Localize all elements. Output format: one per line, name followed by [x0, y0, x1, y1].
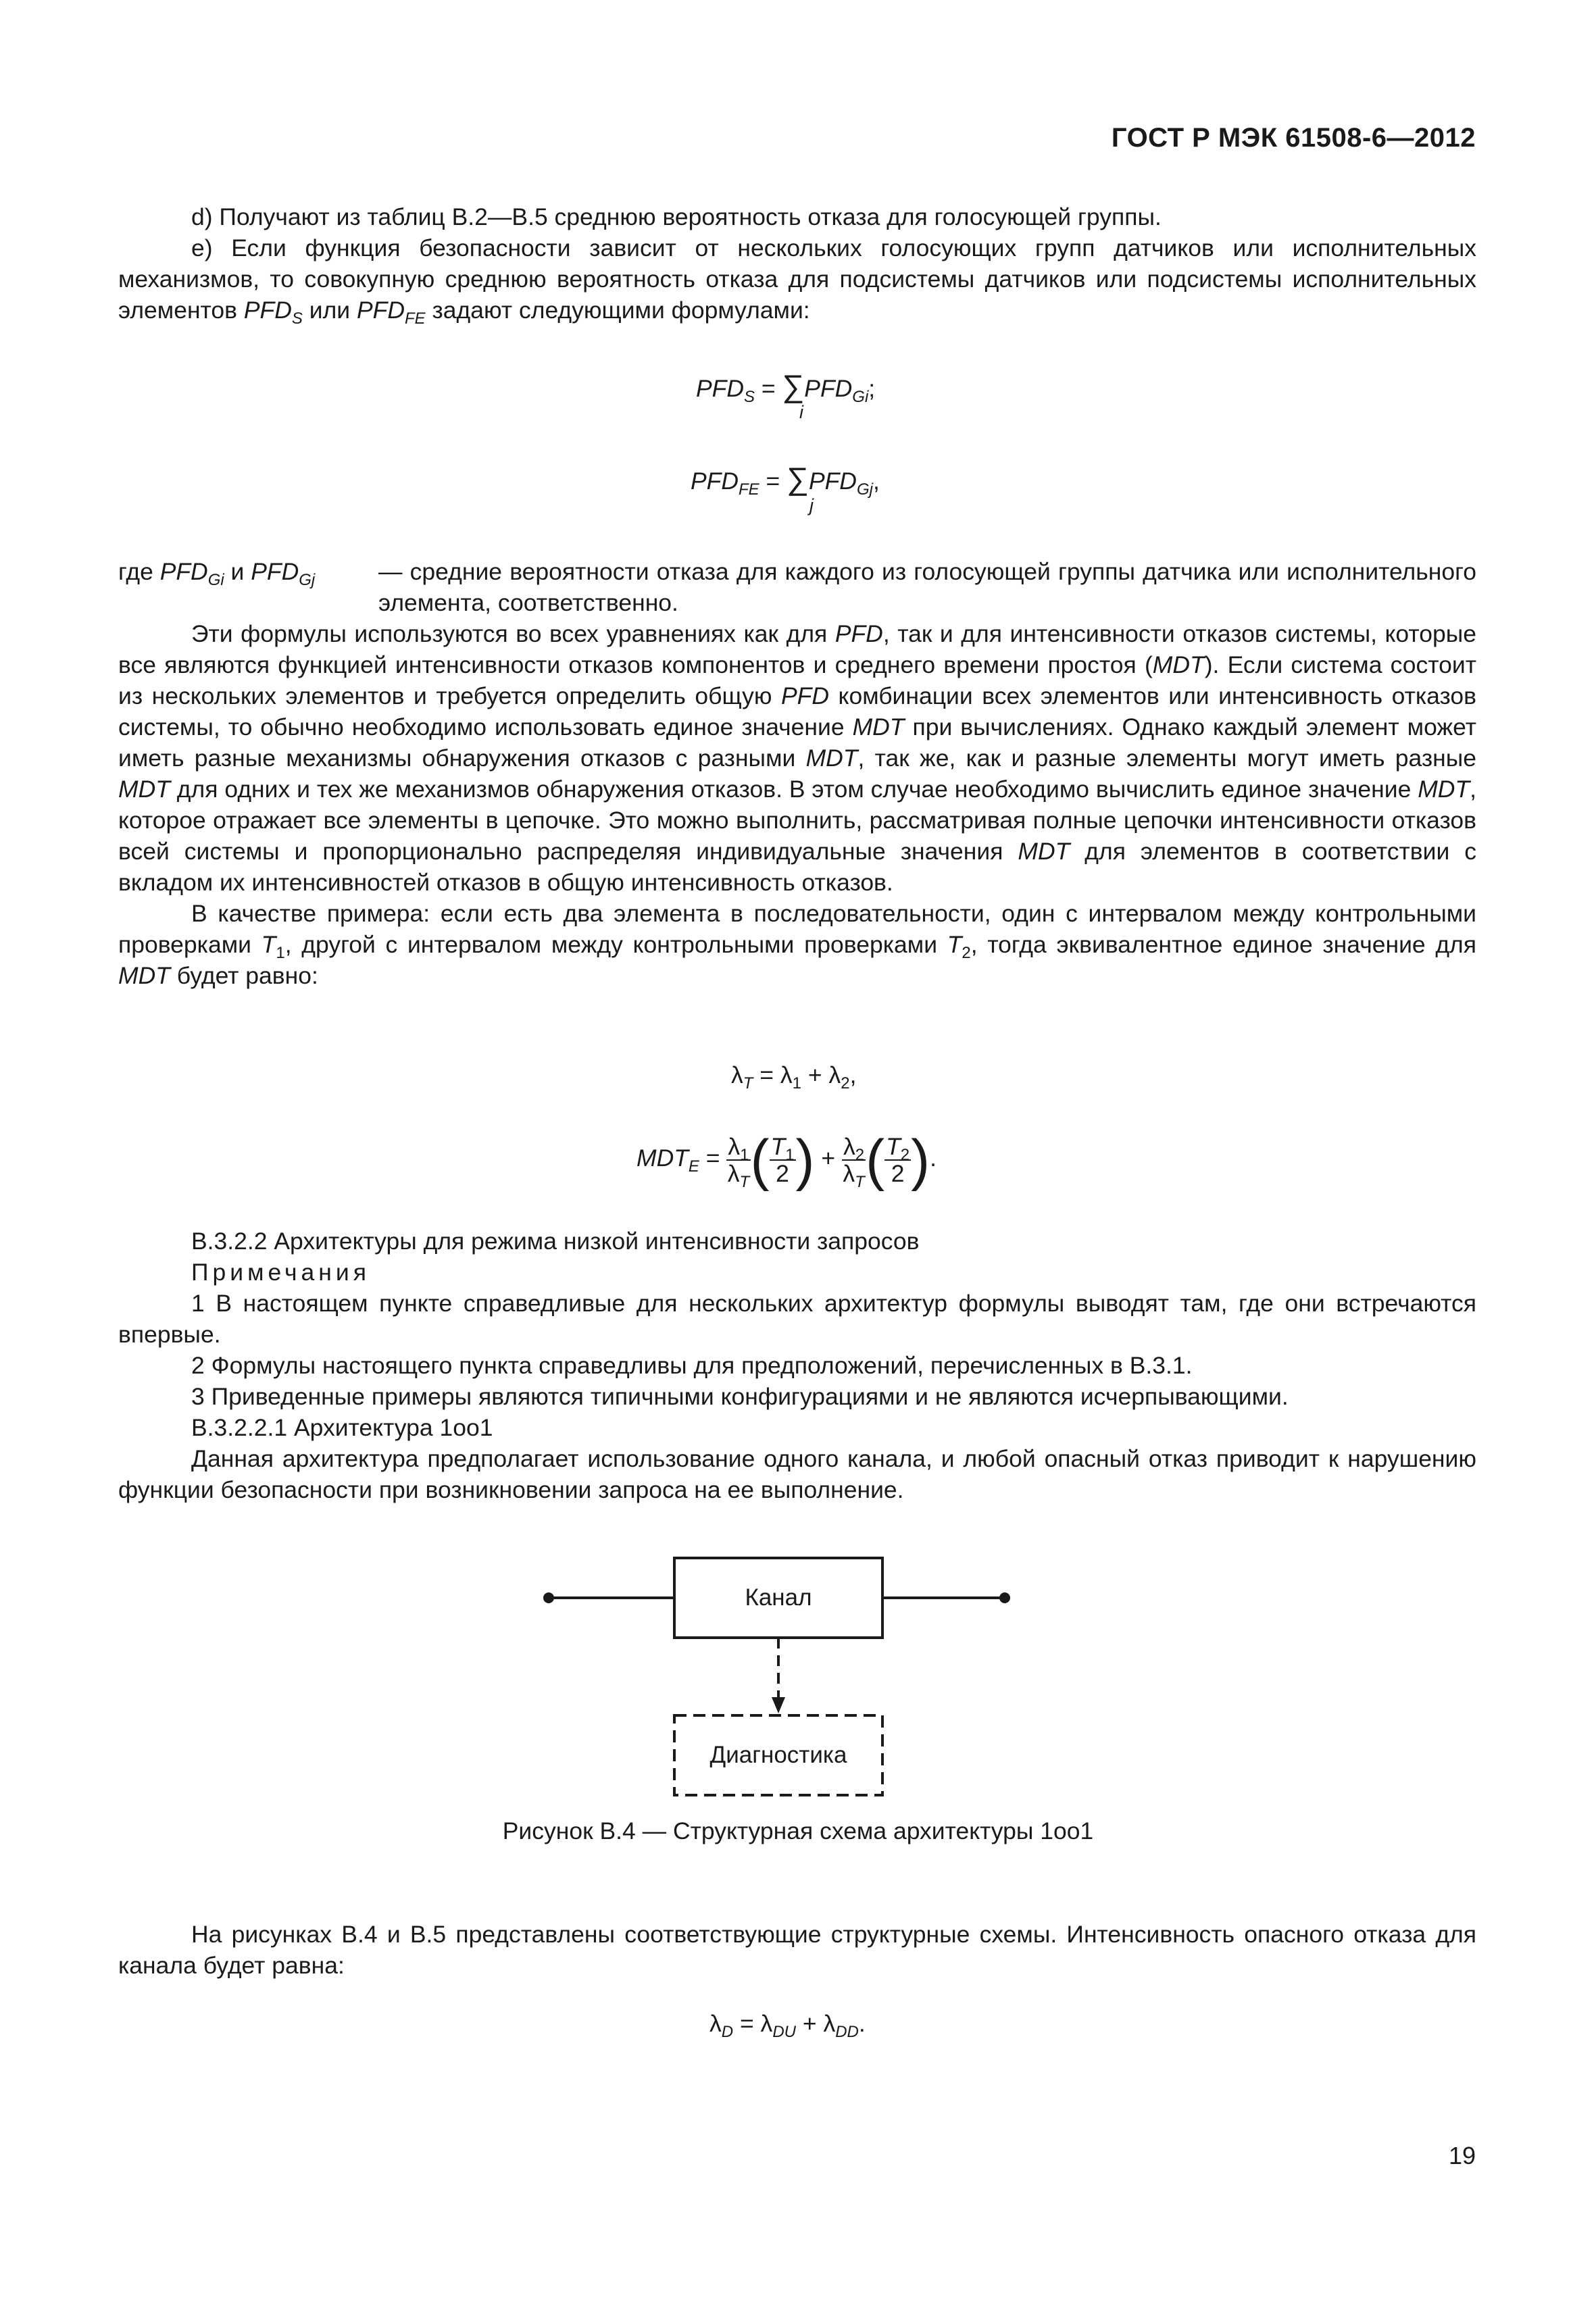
diagnostics-label: Диагностика: [709, 1742, 847, 1768]
input-terminal: [543, 1592, 554, 1603]
para-example: В качестве примера: если есть два элемента в последовательности, один с интервалом между контрольными проверками $T_1$, другой с интервалом между контрольными проверками $T_2$, тогда эквивалентное единое значение для MDT будет равно:: [118, 900, 1476, 989]
para-formulas: Эти формулы используются во всех уравнениях как для PFD, так и для интенсивности отказов системы, которые все являются функцией интенсивности отказов компонентов и среднего времени простоя (MDT). Если система состоит из нескольких элементов и требуется определить общую PFD комбинации всех элементов или интенсивность отказов системы, то обычно необходимо использовать единое значение MDT при вычислениях. Однако каждый элемент может иметь разные механизмы обнаружения отказов с разными MDT, так же, как и разные элементы могут иметь разные MDT для одних и тех же механизмов обнаружения отказов. В этом случае необходимо вычислить единое значение MDT, которое отражает все элементы в цепочке. Это можно выполнить, рассматривая полные цепочки интенсивности отказов всей системы и пропорционально распределяя индивидуальные значения MDT для элементов в соответствии с вкладом их интенсивностей отказов в общую интенсивность отказов.: [118, 620, 1476, 896]
fraction-lambda1: $\frac{\lambda_1}{\lambda_T}$: [727, 1132, 750, 1191]
heading-b322: В.3.2.2 Архитектуры для режима низкой интенсивности запросов: [191, 1228, 920, 1255]
where-description: — средние вероятности отказа для каждого из голосующей группы датчика или исполнительного элемента, соответственно.: [378, 558, 1476, 616]
page-number: 19: [1448, 2142, 1476, 2169]
fraction-t2: $\frac{T_2}{2}$: [886, 1132, 910, 1187]
fraction-t1: $\frac{T_1}{2}$: [770, 1132, 795, 1187]
formula-pfd-fe: $PFD_{FE} = \sum PFD_{Gj}$,: [691, 461, 880, 499]
heading-b3221: В.3.2.2.1 Архитектура 1oo1: [191, 1414, 493, 1441]
note-2: 2 Формулы настоящего пункта справедливы для предположений, перечисленных в В.3.1.: [191, 1352, 1193, 1379]
para-architecture: Данная архитектура предполагает использование одного канала, и любой опасный отказ приводит к нарушению функции безопасности при возникновении запроса на ее выполнение.: [118, 1445, 1476, 1503]
formula-lambda-d: $\lambda_D = \lambda_{DU} + \lambda_{DD}$.: [709, 2010, 866, 2041]
fraction-lambda2: $\frac{\lambda_2}{\lambda_T}$: [843, 1132, 865, 1191]
notes-label: Примечания: [191, 1259, 370, 1286]
standard-header: ГОСТ Р МЭК 61508-6—2012: [1111, 123, 1476, 153]
formula-mdt-e: $MDT_E$ = $\frac{\lambda_1}{\lambda_T}$ ( $\frac{T_1}{2}$ ) + $\frac{\lambda_2}{\lambda_T}$ ( $\frac{T_2}{2}$ ).: [637, 1128, 937, 1192]
formula-pfd-fe-index: j: [809, 495, 814, 515]
formula-lambda-t: $\lambda_T = \lambda_1 + \lambda_2$,: [731, 1061, 857, 1092]
note-1: 1 В настоящем пункте справедливые для нескольких архитектур формулы выводят там, где они встречаются впервые.: [118, 1290, 1476, 1348]
text-block-figures: [118, 1919, 1476, 1981]
output-terminal: [999, 1592, 1010, 1603]
para-e: e) Если функция безопасности зависит от нескольких голосующих групп датчиков или исполнительных механизмов, то совокупную среднюю вероятность отказа для подсистемы датчиков или подсистемы исполнительных элементов $PFD_S$ или $PFD_{FE}$ задают следующими формулами:: [118, 234, 1476, 328]
para-figures: На рисунках В.4 и В.5 представлены соответствующие структурные схемы. Интенсивность опасного отказа для канала будет равна:: [118, 1921, 1476, 1979]
channel-label: Канал: [745, 1584, 812, 1611]
figure-caption: Рисунок В.4 — Структурная схема архитектуры 1oo1: [502, 1817, 1094, 1844]
arrow-head: [772, 1697, 785, 1713]
note-3: 3 Приведенные примеры являются типичными конфигурациями и не являются исчерпывающими.: [191, 1383, 1289, 1410]
where-clause: где $PFD_{Gi}$ и $PFD_{Gj}$ — средние вероятности отказа для каждого из голосующей группы датчика или исполнительного элемента, соответственно.: [118, 556, 1476, 618]
formula-pfd-s: $PFD_S = \sum PFD_{Gi}$;: [696, 368, 876, 406]
formula-pfd-s-index: i: [799, 402, 803, 422]
para-d: d) Получают из таблиц В.2—В.5 среднюю вероятность отказа для голосующей группы.: [191, 203, 1162, 230]
